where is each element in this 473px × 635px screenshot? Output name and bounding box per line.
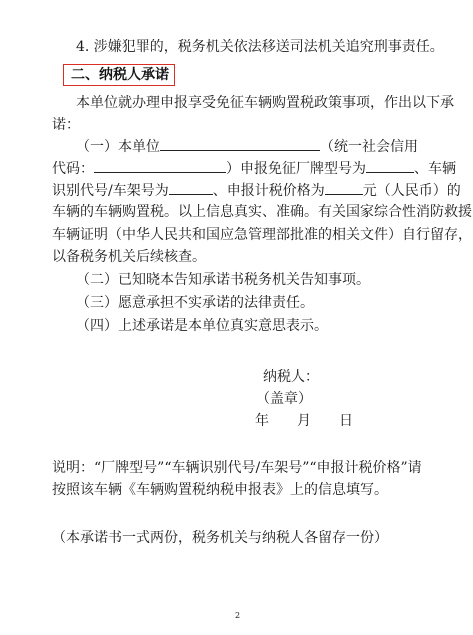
brand-model-label: ）申报免征厂牌型号为 xyxy=(226,161,366,177)
item-1-line-2 xyxy=(52,158,456,179)
item-3-text: （三）愿意承担不实承诺的法律责任。 xyxy=(76,295,314,311)
date-label: 年 月 日 xyxy=(255,413,353,429)
unit-name-blank[interactable] xyxy=(160,136,320,151)
seal-label: （盖章） xyxy=(256,391,312,407)
clause-4-text: 4. 涉嫌犯罪的，税务机关依法移送司法机关追究刑事责任。 xyxy=(76,39,444,55)
vin-label: 识别代号/车架号为 xyxy=(52,183,169,199)
item-1-prefix: （一）本单位 xyxy=(76,139,160,155)
intro-line-2: 诺： xyxy=(52,117,80,133)
taxpayer-label: 纳税人： xyxy=(263,369,319,385)
price-label: 、申报计税价格为 xyxy=(212,183,325,199)
note-line-1: 说明：“厂牌型号”“车辆识别代号/车架号”“申报计税价格”请 xyxy=(52,460,422,476)
item-1-line-1 xyxy=(76,136,418,157)
credit-code-blank[interactable] xyxy=(94,158,226,173)
credit-code-label: （统一社会信用 xyxy=(320,139,418,155)
intro-line-1: 本单位就办理申报享受免征车辆购置税政策事项，作出以下承 xyxy=(76,95,454,111)
item-1-line-6: 以备税务机关后续核查。 xyxy=(52,249,206,265)
vin-blank[interactable] xyxy=(169,180,213,195)
vehicle-label: 、车辆 xyxy=(414,161,456,177)
item-1-line-5: 车辆证明（中华人民共和国应急管理部批准的相关文件）自行留存， xyxy=(52,227,472,243)
note-line-2: 按照该车辆《车辆购置税纳税申报表》上的信息填写。 xyxy=(52,482,388,498)
section-title: 二、纳税人承诺 xyxy=(71,67,169,83)
copies-note: （本承诺书一式两份，税务机关与纳税人各留存一份） xyxy=(52,530,388,546)
page-number: 2 xyxy=(235,611,241,620)
brand-model-blank[interactable] xyxy=(366,158,414,173)
price-blank[interactable] xyxy=(325,180,363,195)
code-label: 代码： xyxy=(52,161,94,177)
item-1-line-4: 车辆的车辆购置税。以上信息真实、准确。有关国家综合性消防救援 xyxy=(52,204,472,220)
item-2-text: （二）已知晓本告知承诺书税务机关告知事项。 xyxy=(76,272,370,288)
currency-label: 元（人民币）的 xyxy=(362,183,461,199)
item-4-text: （四）上述承诺是本单位真实意思表示。 xyxy=(76,318,328,334)
item-1-line-3 xyxy=(52,180,461,201)
